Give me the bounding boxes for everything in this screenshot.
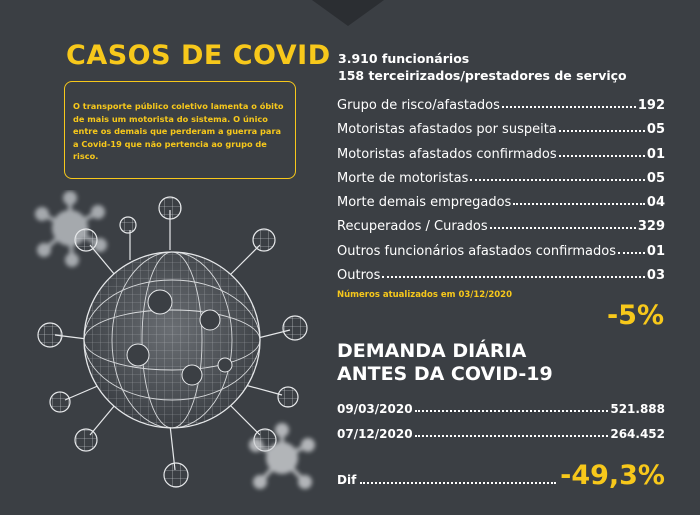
difference-row [337,460,665,491]
dot-leader [559,120,645,132]
demand-date: 09/03/2020 [337,402,413,416]
stat-row [337,218,665,242]
demand-date: 07/12/2020 [337,427,413,441]
dot-leader [618,242,645,254]
note-box [64,81,296,179]
virus-illustration-icon [20,190,320,510]
demand-row [337,400,665,425]
demand-value: 521.888 [610,402,665,416]
stat-label: Motoristas afastados confirmados [337,146,557,162]
dot-leader [470,169,645,181]
top-notch [312,0,384,26]
demand-list [337,400,665,450]
dif-value: -49,3% [560,460,665,491]
stat-value: 01 [646,243,665,259]
stat-row [337,243,665,267]
stat-value: 04 [646,195,665,211]
demand-title-line2: ANTES DA COVID-19 [337,363,553,385]
stat-label: Grupo de risco/afastados [337,98,500,113]
stat-value: 01 [646,146,665,162]
staff-summary [338,50,627,84]
stat-label: Morte demais empregados [337,195,512,211]
demand-title-line1: DEMANDA DIÁRIA [337,340,527,362]
change-percent: -5% [606,300,664,331]
dif-label: Dif [337,473,357,487]
stat-row [337,194,665,218]
page-title: CASOS DE COVID [66,40,331,71]
stat-label: Recuperados / Curados [337,219,488,235]
stat-value: 192 [637,98,665,113]
stat-row [337,97,665,121]
stat-row [337,267,665,291]
updated-note: Números atualizados em 03/12/2020 [337,290,512,300]
dot-leader [490,217,636,229]
demand-value: 264.452 [610,427,665,441]
staff-count: 3.910 funcionários [338,51,470,66]
stat-value: 329 [637,219,665,235]
stat-row [337,146,665,170]
stat-label: Motoristas afastados por suspeita [337,122,557,138]
stat-value: 03 [646,268,665,284]
demand-title [337,340,553,386]
dot-leader [502,96,636,108]
contractor-count: 158 terceirizados/prestadores de serviço [338,68,627,83]
dot-leader [513,193,645,205]
stat-value: 05 [646,170,665,186]
note-text: O transporte público coletivo lamenta o óbito de mais um motorista do sistema. O único entre os demais que perderam a guerra para a Covid-19 que não pertencia ao grupo de risco. [73,101,284,162]
stat-row [337,170,665,194]
stat-value: 05 [646,122,665,138]
dot-leader [415,425,609,437]
stat-label: Morte de motoristas [337,170,469,186]
stat-label: Outros funcionários afastados confirmados [337,243,616,259]
stat-row [337,121,665,145]
stats-list [337,97,665,291]
dot-leader [360,474,556,484]
dot-leader [559,145,645,157]
demand-row [337,425,665,450]
stat-label: Outros [337,268,381,284]
dot-leader [382,266,645,278]
dot-leader [415,400,609,412]
